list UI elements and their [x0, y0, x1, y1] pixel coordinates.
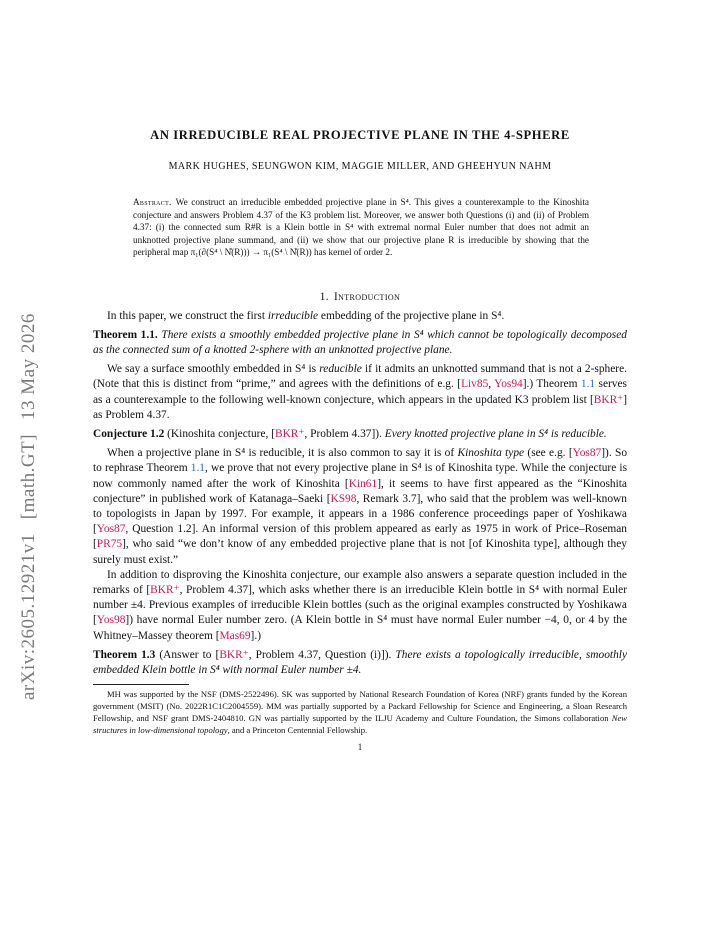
section-title: Introduction: [333, 290, 401, 303]
abstract-text: We construct an irreducible embedded projective plane in S⁴. This gives a counterexample to the Kinoshita conjecture and answers Problem 4.37 of the K3 problem list. Moreover, we answer both Questions (i) and (ii) of Problem 4.37: (i) the connected sum R#R is a Klein bottle in S⁴ with extremal normal Euler number that does not admit an unknotted projective plane summand, and (ii) we show that our projective plane R is irreducible by showing that the peripheral map π₁(∂(S⁴ \ N̊(R))) → π₁(S⁴ \ N̊(R)) has kernel of order 2.: [133, 197, 589, 257]
theorem-1-3-head: Theorem 1.3: [93, 648, 156, 661]
theorem-1-3-body: There exists a topologically irreducible, smoothly embedded Klein bottle in S⁴ with normal Euler number ±4.: [93, 648, 627, 676]
citation-link[interactable]: Mas69: [219, 629, 251, 642]
citation-link[interactable]: BKR⁺: [150, 583, 180, 596]
citation-link[interactable]: Liv85: [461, 378, 489, 391]
theorem-1-1-body: There exists a smoothly embedded projective plane in S⁴ which cannot be topologically decomposed as the connected sum of a knotted 2-sphere with an unknotted projective plane.: [93, 328, 627, 356]
intro-paragraph-3: When a projective plane in S⁴ is reducible, it is also common to say it is of Kinoshita type (see e.g. [Yos87]). So to rephrase Theorem 1.1, we prove that not every projective plane in S⁴ is of Kinoshita type. While the conjecture is now commonly named after the work of Kinoshita [Kin61], it seems to have first appeared as the “Kinoshita conjecture” in published work of Katanaga–Saeki [KS98, Remark 3.7], who said that the problem was well-known to topologists in Japan by 1997. For example, it appears in a 1986 conference proceedings paper of Yoshikawa [Yos87, Question 1.2]. An informal version of this problem appeared as early as 1975 in work of Price–Roseman [PR75], who said “we don’t know of any embedded projective plane that is not [of Kinoshita type], although they surely must exist.”: [93, 447, 628, 566]
section-heading: [93, 291, 627, 303]
section-number: 1.: [319, 290, 329, 303]
conjecture-1-2-body: Every knotted projective plane in S⁴ is reducible.: [381, 427, 607, 440]
paper-content: [93, 128, 627, 752]
citation-link[interactable]: BKR⁺: [219, 648, 249, 661]
arxiv-category: [math.GT]: [18, 433, 39, 520]
conjecture-1-2-head: Conjecture 1.2: [93, 427, 165, 440]
arxiv-stamp: [18, 299, 40, 700]
citation-link[interactable]: Kin61: [348, 477, 378, 490]
page-number: 1: [357, 742, 363, 753]
intro-paragraph-2: We say a surface smoothly embedded in S⁴ is reducible if it admits an unknotted summand that is not a 2-sphere. (Note that this is distinct from “prime,” and agrees with the definitions of e.g. [Liv85, Yos94].) Theorem 1.1 serves as a counterexample to the following well-known conjecture, which appears in the updated K3 problem list [BKR⁺] as Problem 4.37.: [93, 363, 627, 421]
funding-footnote: MH was supported by the NSF (DMS-2522496). SK was supported by National Research Foundation of Korea (NRF) grants funded by the Korean government (MSIT) (No. 2022R1C1C2004559). MM was partially supported by a Packard Fellowship for Science and Engineering, a Sloan Research Fellowship, and NSF grant DMS-2404810. GN was partially supported by the ILJU Academy and Culture Foundation, the Simons collaboration New structures in low-dimensional topology, and a Princeton Centennial Fellowship.: [93, 689, 627, 735]
theorem-1-1: [93, 328, 627, 358]
citation-link[interactable]: Yos87: [96, 523, 126, 536]
paper-title: AN IRREDUCIBLE REAL PROJECTIVE PLANE IN THE 4-SPHERE: [150, 128, 570, 142]
intro-paragraph-1: In this paper, we construct the first irreducible embedding of the projective plane in S⁴.: [107, 309, 505, 322]
arxiv-date: 13 May 2026: [18, 313, 39, 420]
theorem-ref-link[interactable]: 1.1: [190, 462, 205, 475]
arxiv-id: arXiv:2605.12921v1: [18, 533, 39, 700]
theorem-ref-link[interactable]: 1.1: [580, 378, 596, 391]
abstract: [133, 196, 589, 259]
citation-link[interactable]: Yos94: [494, 378, 523, 391]
author-list: MARK HUGHES, SEUNGWON KIM, MAGGIE MILLER, AND GHEEHYUN NAHM: [168, 161, 552, 172]
abstract-label: Abstract.: [133, 197, 172, 207]
citation-link[interactable]: Yos98: [96, 614, 126, 627]
intro-paragraph-4: In addition to disproving the Kinoshita conjecture, our example also answers a separate question included in the remarks of [BKR⁺, Problem 4.37], which asks whether there is an irreducible Klein bottle in S⁴ with normal Euler number ±4. Previous examples of irreducible Klein bottles (such as the original examples constructed by Yoshikawa [Yos98]) have normal Euler number zero. (A Klein bottle in S⁴ must have normal Euler number −4, 0, or 4 by the Whitney–Massey theorem [Mas69].): [93, 568, 627, 642]
citation-link[interactable]: PR75: [96, 538, 123, 551]
citation-link[interactable]: KS98: [330, 492, 357, 505]
theorem-1-1-head: Theorem 1.1.: [93, 328, 158, 341]
citation-link[interactable]: BKR⁺: [593, 393, 624, 406]
citation-link[interactable]: Yos87: [572, 447, 602, 460]
footnote-divider: [93, 684, 189, 685]
theorem-1-3: Theorem 1.3 (Answer to [BKR⁺, Problem 4.37, Question (i)]). There exists a topologically irreducible, smoothly embedded Klein bottle in S⁴ with normal Euler number ±4.: [93, 648, 627, 676]
conjecture-1-2: Conjecture 1.2 (Kinoshita conjecture, [BKR⁺, Problem 4.37]). Every knotted projective plane in S⁴ is reducible.: [93, 427, 607, 440]
citation-link[interactable]: BKR⁺: [274, 427, 305, 440]
